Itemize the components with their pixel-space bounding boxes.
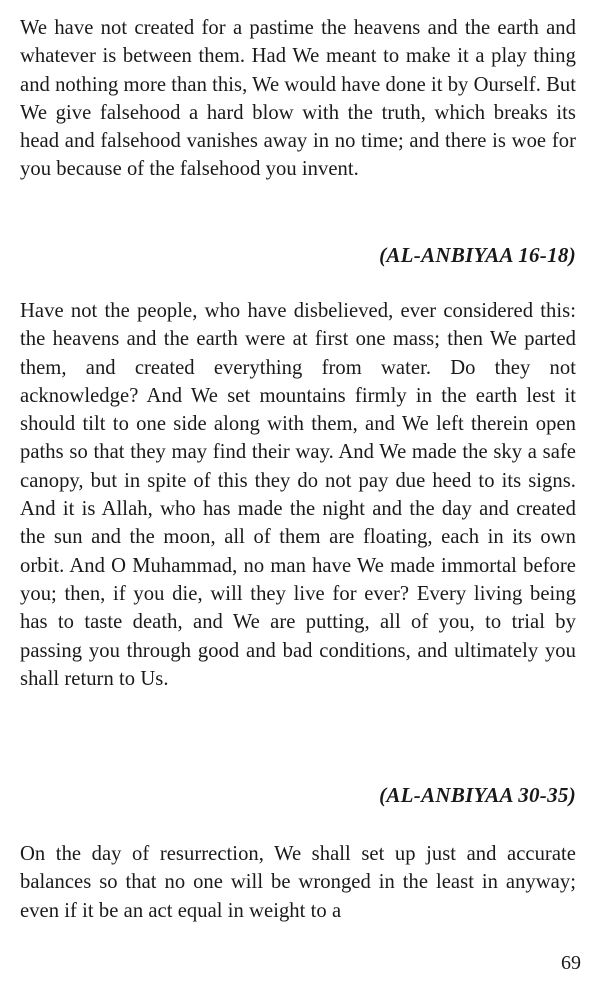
verse-paragraph-1: We have not created for a pastime the heavens and the earth and whatever is between them. Had We meant to make it a play thing and nothing more than this, We would have done it by Ourself. But We give falsehood a hard blow with the truth, which breaks its head and falsehood vanishes away in no time; and there is woe for you because of the falsehood you invent. xyxy=(20,17,577,181)
verse-reference-2: (AL-ANBIYAA 30-35) xyxy=(379,783,576,807)
page-number: 69 xyxy=(561,952,581,974)
verse-reference-1: (AL-ANBIYAA 16-18) xyxy=(379,243,576,267)
book-page xyxy=(20,14,576,974)
verse-paragraph-2: Have not the people, who have disbelieved, ever considered this: the heavens and the earth were at first one mass; then We parted them, and created everything from water. Do they not acknowledge? And We set mountains firmly in the earth lest it should tilt to one side along with them, and We left therein open paths so that they may find their way. And We made the sky a safe canopy, but in spite of this they do not pay due heed to its signs. And it is Allah, who has made the night and the day and created the sun and the moon, all of them are floating, each in its own orbit. And O Muhammad, no man have We made immortal before you; then, if you die, will they live for ever? Every living being has to taste death, and We are putting, all of you, to trial by passing you through good and bad conditions, and ultimately you shall return to Us. xyxy=(20,300,576,690)
verse-paragraph-3: On the day of resurrection, We shall set up just and accurate balances so that no one will be wronged in the least in anyway; even if it be an act equal in weight to a xyxy=(20,843,576,922)
